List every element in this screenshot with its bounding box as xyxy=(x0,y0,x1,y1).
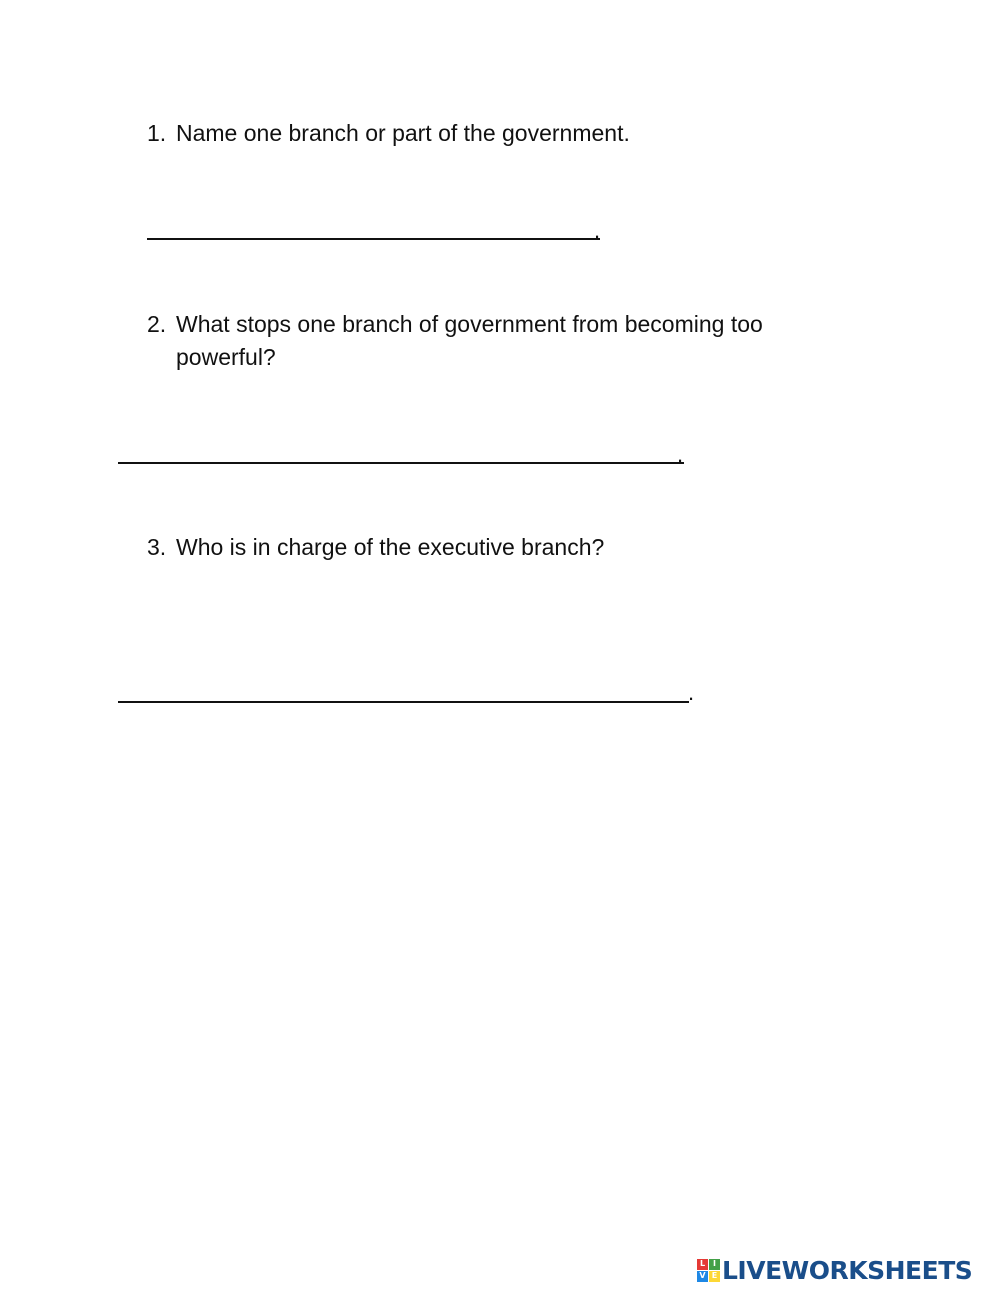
question-number: 2. xyxy=(147,311,167,337)
answer-line-3[interactable] xyxy=(118,701,689,703)
question-2 xyxy=(147,308,837,374)
question-text: Name one branch or part of the government. xyxy=(176,120,630,146)
question-number: 1. xyxy=(147,120,167,146)
question-text: Who is in charge of the executive branch? xyxy=(176,534,605,560)
brand-icon-tile: I xyxy=(709,1259,720,1270)
answer-line-2[interactable] xyxy=(118,462,684,464)
question-3 xyxy=(147,531,847,564)
question-text: What stops one branch of government from becoming too powerful? xyxy=(176,311,763,370)
answer-line-1[interactable] xyxy=(147,238,600,240)
brand-icon-tile: E xyxy=(709,1271,720,1282)
brand-icon xyxy=(697,1259,720,1282)
answer-end-mark: . xyxy=(594,218,601,243)
answer-end-mark: . xyxy=(688,680,695,705)
brand-icon-tile: V xyxy=(697,1271,708,1282)
brand-name: LIVEWORKSHEETS xyxy=(722,1255,973,1285)
brand-icon-tile: L xyxy=(697,1259,708,1270)
answer-end-mark: . xyxy=(677,442,684,467)
question-1 xyxy=(147,117,847,150)
liveworksheets-logo xyxy=(697,1253,972,1287)
question-number: 3. xyxy=(147,534,167,560)
